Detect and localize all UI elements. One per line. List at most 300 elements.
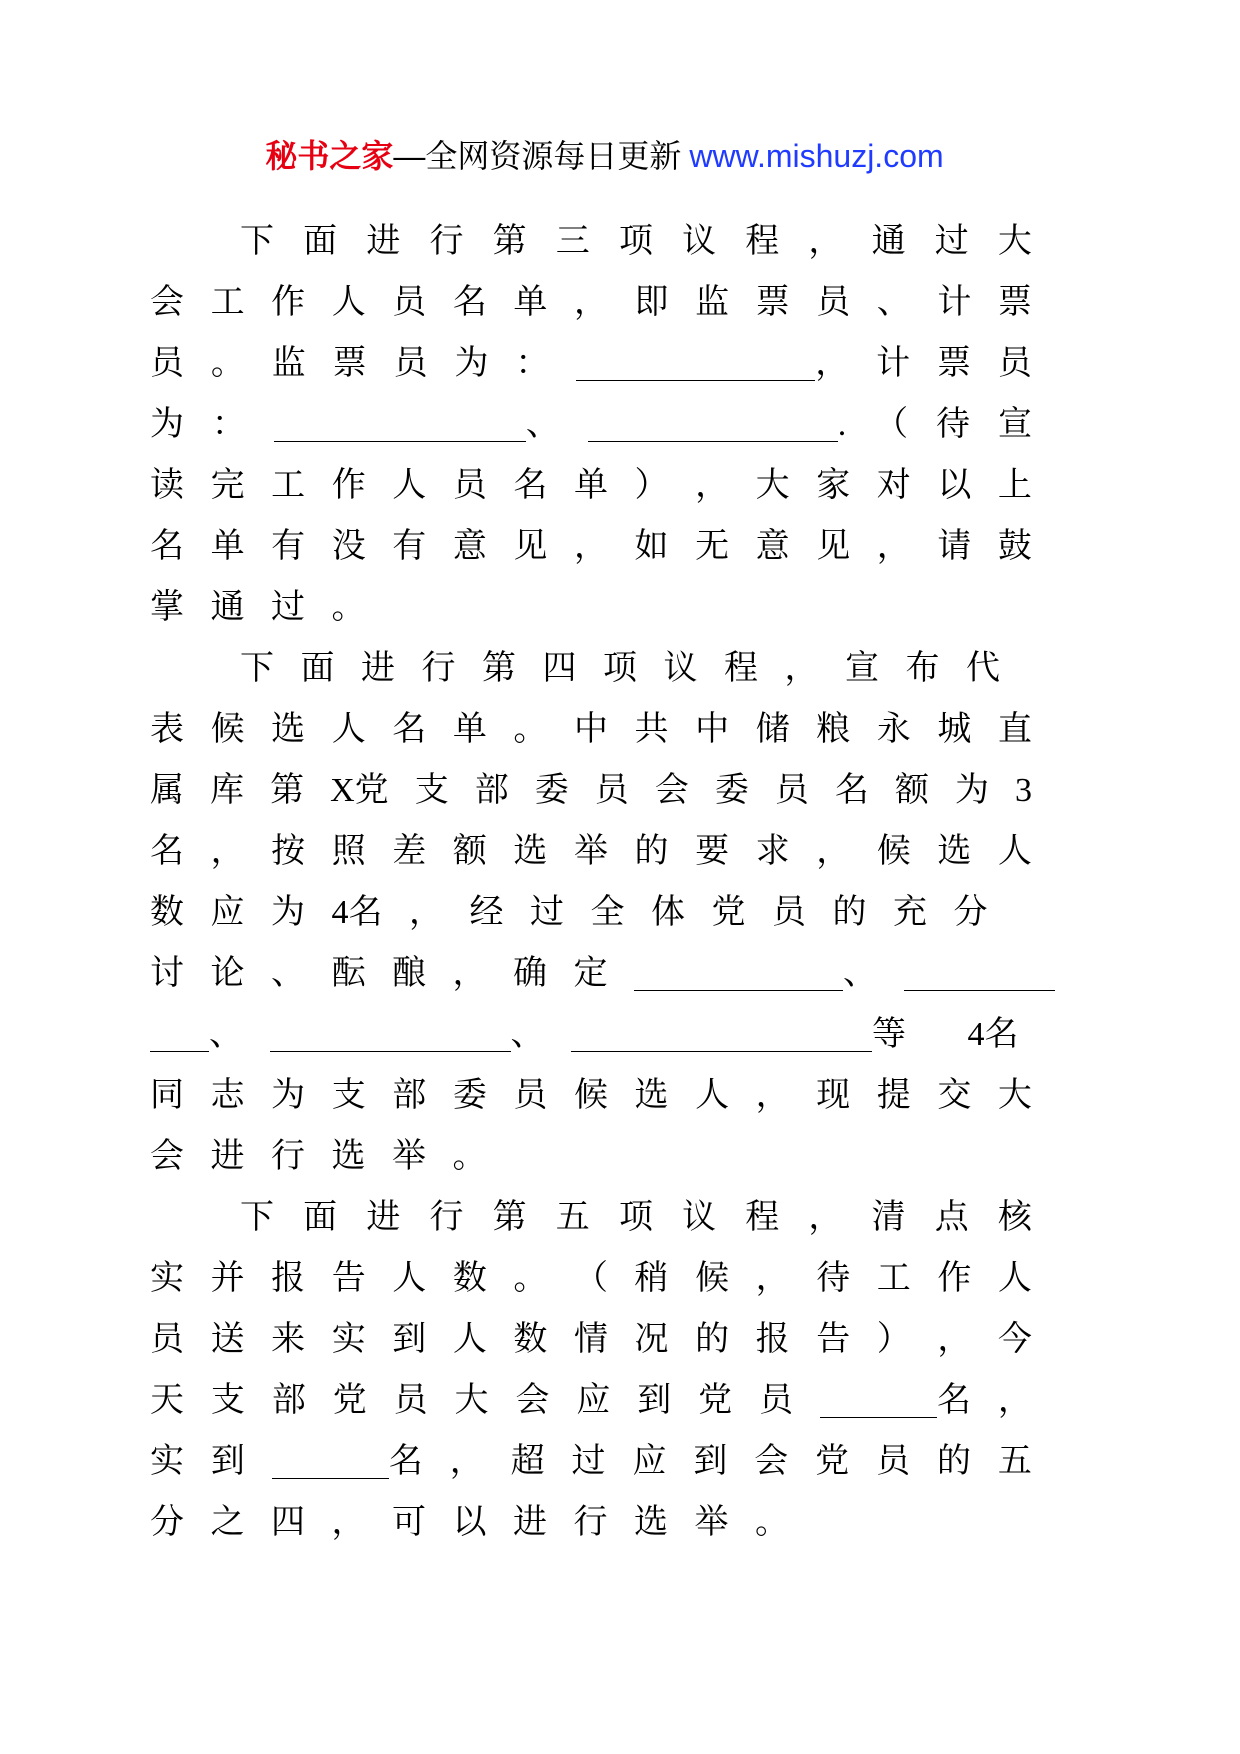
text-char: 下 [240, 1199, 274, 1236]
text-char: 、 [209, 1016, 243, 1053]
text-char: 稍 [634, 1260, 669, 1297]
text-char: 经 [469, 894, 504, 931]
text-char: . [837, 406, 847, 443]
text-char: 议 [682, 223, 717, 260]
text-char: 的 [695, 1321, 730, 1358]
text-char: ， [452, 955, 487, 992]
text-char: 下 [240, 223, 274, 260]
text-char: 进 [210, 1138, 245, 1175]
text-line [150, 883, 1032, 944]
text-char: 分 [953, 894, 988, 931]
text-char: 人 [392, 1260, 427, 1297]
text-char: 告 [331, 1260, 366, 1297]
text-char: 并 [210, 1260, 245, 1297]
text-char: 议 [682, 1199, 717, 1236]
text-char: 名 [150, 833, 184, 870]
text-char: （ [874, 406, 909, 443]
text-char: 单 [573, 467, 608, 504]
text-char: 举 [392, 1138, 426, 1175]
text-char: 员 [759, 1382, 794, 1419]
text-char: ） [876, 1321, 911, 1358]
text-char: 额 [894, 772, 929, 809]
text-char: 酝 [331, 955, 366, 992]
text-char: 面 [300, 650, 335, 687]
text-line [150, 273, 1032, 334]
text-char: ， [573, 528, 608, 565]
text-line [150, 822, 1032, 883]
text-char: 按 [271, 833, 306, 870]
text-char: 天 [150, 1382, 184, 1419]
text-char: 差 [392, 833, 427, 870]
text-char: 况 [634, 1321, 669, 1358]
text-char: 员 [150, 345, 184, 382]
text-char: 鼓 [997, 528, 1032, 565]
text-char: 员 [150, 1321, 184, 1358]
site-header [150, 138, 1059, 174]
paragraph [150, 639, 1032, 1188]
text-char: 大 [997, 1077, 1032, 1114]
text-char: ， [210, 833, 245, 870]
text-char: 名 [834, 772, 869, 809]
text-char: 委 [534, 772, 569, 809]
text-char: 人 [392, 467, 427, 504]
text-char: ， [695, 467, 730, 504]
text-char: 点 [934, 1199, 969, 1236]
text-char: 第 [492, 1199, 527, 1236]
text-char: ， [784, 650, 819, 687]
text-char: 四 [542, 650, 577, 687]
site-tagline: —全网资源每日更新 [393, 138, 682, 174]
text-char: 没 [331, 528, 366, 565]
text-char: 名 [452, 284, 487, 321]
text-char: 候 [210, 711, 245, 748]
blank-with-mark [634, 957, 877, 991]
text-char: 到 [392, 1321, 427, 1358]
blank-with-mark [274, 408, 560, 442]
document-body [150, 212, 1032, 1554]
text-char: 宣 [997, 406, 1032, 443]
fill-in-blank [904, 957, 1055, 991]
text-char: 选 [513, 833, 548, 870]
text-char: 行 [429, 1199, 464, 1236]
text-char: 数 [452, 1260, 487, 1297]
text-char: 核 [997, 1199, 1032, 1236]
text-char: 票 [755, 284, 790, 321]
text-char: 员 [774, 772, 809, 809]
fill-in-blank [270, 1018, 511, 1052]
text-char: 人 [695, 1077, 730, 1114]
text-char: 会 [754, 1443, 789, 1480]
text-char: 过 [530, 894, 564, 931]
text-char: 举 [573, 833, 608, 870]
text-char: 进 [366, 223, 401, 260]
text-line [150, 212, 1032, 273]
text-char: 员 [816, 284, 851, 321]
fill-in-blank [634, 957, 843, 991]
fill-in-blank [274, 408, 526, 442]
text-char: 应 [632, 1443, 667, 1480]
text-char: 面 [303, 223, 338, 260]
blank-with-mark [588, 408, 847, 442]
paragraph [150, 1188, 1032, 1554]
text-char: 到 [637, 1382, 672, 1419]
text-char: ： [211, 406, 246, 443]
blank-with-mark [272, 1445, 423, 1479]
text-char: 实 [150, 1260, 184, 1297]
fill-in-blank [820, 1384, 937, 1418]
text-char: 为 [271, 894, 305, 931]
text-char: 计 [876, 345, 911, 382]
text-char: 支 [210, 1382, 245, 1419]
text-char: 等 [872, 1016, 906, 1053]
text-char: 家 [816, 467, 851, 504]
text-char: 会 [654, 772, 689, 809]
text-char: 实 [150, 1443, 184, 1480]
text-char: ， [997, 1382, 1032, 1419]
text-char: 选 [634, 1504, 668, 1541]
text-char: 求 [755, 833, 790, 870]
text-char: 到 [210, 1443, 245, 1480]
text-char: 作 [331, 467, 366, 504]
text-char: ， [816, 833, 851, 870]
text-char: 单 [513, 284, 548, 321]
text-char: 送 [210, 1321, 245, 1358]
text-char: 员 [513, 1077, 548, 1114]
text-char: 行 [573, 1504, 608, 1541]
text-char: 过 [271, 589, 305, 626]
text-line [150, 1188, 1032, 1249]
text-char: ， [573, 284, 608, 321]
text-line [150, 700, 1032, 761]
text-char: 有 [392, 528, 427, 565]
text-char: ， [449, 1443, 484, 1480]
text-char: 交 [937, 1077, 972, 1114]
text-char: 下 [240, 650, 274, 687]
text-char: 人 [331, 284, 366, 321]
text-char: 过 [934, 223, 969, 260]
text-char: 3 [1015, 772, 1032, 809]
text-char: 支 [331, 1077, 366, 1114]
text-char: 计 [937, 284, 972, 321]
text-char: 程 [745, 1199, 780, 1236]
text-char: 为 [954, 772, 989, 809]
text-char: 。 [331, 589, 366, 626]
text-line [150, 1493, 1032, 1554]
text-char: 委 [714, 772, 749, 809]
text-char: 大 [755, 467, 790, 504]
text-char: 照 [331, 833, 366, 870]
text-char: 人 [452, 1321, 487, 1358]
text-char: 监 [271, 345, 306, 382]
text-line [150, 1066, 1032, 1127]
text-char: 要 [695, 833, 730, 870]
text-line [150, 395, 1032, 456]
text-char: 大 [997, 223, 1032, 260]
text-char: 单 [452, 711, 487, 748]
text-char: 确 [513, 955, 547, 992]
text-char: 见 [816, 528, 851, 565]
text-char: 选 [331, 1138, 366, 1175]
text-char: 待 [936, 406, 971, 443]
text-char: 同 [150, 1077, 184, 1114]
text-char: 全 [590, 894, 625, 931]
blank-with-mark [576, 347, 849, 381]
text-char: 部 [392, 1077, 427, 1114]
text-char: 党 [815, 1443, 850, 1480]
text-char: 员 [392, 284, 427, 321]
text-char: 选 [634, 1077, 669, 1114]
text-line [150, 944, 1032, 1005]
text-char: 行 [271, 1138, 305, 1175]
text-char: 名 [392, 711, 427, 748]
text-char: 作 [937, 1260, 972, 1297]
text-char: ， [815, 345, 850, 382]
text-char: 支 [414, 772, 449, 809]
text-char: 第 [270, 772, 305, 809]
text-char: 项 [603, 650, 637, 687]
text-char: 来 [271, 1321, 306, 1358]
text-char: 工 [271, 467, 306, 504]
text-char: 无 [695, 528, 730, 565]
text-char: 工 [210, 284, 245, 321]
text-char: 工 [876, 1260, 911, 1297]
text-char: 选 [271, 711, 306, 748]
text-char: 、 [271, 955, 305, 992]
text-char: 第 [492, 223, 527, 260]
text-char: 数 [513, 1321, 548, 1358]
text-char: 过 [571, 1443, 606, 1480]
text-char: 储 [755, 711, 790, 748]
text-char: 的 [936, 1443, 971, 1480]
text-char: 对 [876, 467, 911, 504]
blank-with-mark [571, 1018, 906, 1052]
text-char: X党 [330, 772, 389, 809]
text-char: 第 [482, 650, 516, 687]
text-char: 。 [452, 1138, 487, 1175]
text-char: 三 [555, 223, 590, 260]
text-char: 举 [694, 1504, 729, 1541]
text-char: 进 [513, 1504, 547, 1541]
text-line [150, 1432, 1032, 1493]
text-char: 、 [843, 955, 877, 992]
text-char: 五 [997, 1443, 1032, 1480]
text-char: 员 [452, 467, 487, 504]
text-char: 员 [393, 1382, 428, 1419]
fill-in-blank [588, 408, 838, 442]
text-char: （ [573, 1260, 608, 1297]
text-char: 的 [634, 833, 669, 870]
text-char: 程 [724, 650, 758, 687]
text-char: 之 [210, 1504, 245, 1541]
text-char: 应 [576, 1382, 611, 1419]
text-char: 会 [150, 284, 184, 321]
text-char: 分 [150, 1504, 184, 1541]
text-char: 酿 [392, 955, 426, 992]
text-char: 体 [651, 894, 685, 931]
text-char: 。 [210, 345, 245, 382]
text-char: 名 [513, 467, 548, 504]
text-line [150, 1005, 1032, 1066]
text-char: 清 [871, 1199, 906, 1236]
text-char: ， [808, 223, 843, 260]
site-url: www.mishuzj.com [689, 138, 944, 174]
text-line [150, 639, 1032, 700]
text-char: 数 [150, 894, 184, 931]
text-char: 宣 [845, 650, 879, 687]
text-char: 的 [832, 894, 867, 931]
text-char: 今 [997, 1321, 1032, 1358]
text-char: 实 [331, 1321, 366, 1358]
paragraph [150, 212, 1032, 639]
text-line [150, 334, 1032, 395]
text-line [150, 761, 1032, 822]
text-char: 票 [332, 345, 367, 382]
text-char: ， [331, 1504, 366, 1541]
text-char: 员 [772, 894, 806, 931]
text-line [150, 1310, 1032, 1371]
text-char: 见 [513, 528, 548, 565]
text-char: 可 [392, 1504, 426, 1541]
text-char: 意 [452, 528, 487, 565]
text-char: 为 [150, 406, 184, 443]
text-char: 请 [937, 528, 972, 565]
text-char: 部 [474, 772, 509, 809]
text-char: 粮 [816, 711, 851, 748]
text-char: 选 [937, 833, 972, 870]
text-char: 4名 [967, 1016, 1019, 1053]
text-char: 如 [634, 528, 669, 565]
text-char: 待 [816, 1260, 851, 1297]
text-char: 充 [893, 894, 927, 931]
fill-in-blank [272, 1445, 389, 1479]
text-char: 以 [452, 1504, 487, 1541]
blank-with-mark [820, 1384, 971, 1418]
text-char: 告 [816, 1321, 851, 1358]
text-char: 人 [997, 1260, 1032, 1297]
text-char: 读 [150, 467, 184, 504]
text-char: 论 [210, 955, 245, 992]
text-char: 志 [210, 1077, 245, 1114]
text-char: 4名 [331, 894, 383, 931]
text-char: 定 [573, 955, 608, 992]
text-char: 行 [429, 223, 464, 260]
text-char: ， [755, 1077, 790, 1114]
text-char: 名 [150, 528, 184, 565]
text-char: 超 [510, 1443, 545, 1480]
text-line [150, 1371, 1032, 1432]
text-char: 会 [515, 1382, 550, 1419]
text-char: 直 [997, 711, 1032, 748]
text-char: 共 [634, 711, 669, 748]
text-char: 作 [271, 284, 306, 321]
text-char: 情 [573, 1321, 608, 1358]
text-char: ， [808, 1199, 843, 1236]
text-char: 中 [695, 711, 730, 748]
text-char: 党 [332, 1382, 367, 1419]
text-char: 人 [997, 833, 1032, 870]
text-char: ， [755, 1260, 790, 1297]
text-char: 党 [698, 1382, 733, 1419]
text-char: ， [876, 528, 911, 565]
text-char: 员 [393, 345, 428, 382]
text-char: ： [515, 345, 550, 382]
text-char: 员 [997, 345, 1032, 382]
text-char: 会 [150, 1138, 184, 1175]
text-char: 部 [271, 1382, 306, 1419]
text-line [150, 1127, 1032, 1188]
text-char: 进 [366, 1199, 401, 1236]
text-char: 员 [876, 1443, 911, 1480]
text-char: 五 [555, 1199, 590, 1236]
text-char: 中 [573, 711, 608, 748]
blank-with-mark [150, 1018, 243, 1052]
text-char: 有 [271, 528, 306, 565]
text-char: 名 [388, 1443, 423, 1480]
text-char: 、 [510, 1016, 545, 1053]
text-char: 大 [454, 1382, 489, 1419]
text-char: 通 [210, 589, 245, 626]
text-char: 、 [525, 406, 560, 443]
text-char: 布 [905, 650, 940, 687]
text-char: 报 [271, 1260, 306, 1297]
text-char: 名 [936, 1382, 971, 1419]
site-brand: 秘书之家 [265, 138, 394, 174]
text-char: 。 [755, 1504, 789, 1541]
text-char: 报 [755, 1321, 790, 1358]
text-char: 行 [421, 650, 456, 687]
text-char: 党 [711, 894, 746, 931]
text-char: 程 [745, 223, 780, 260]
text-char: 面 [303, 1199, 338, 1236]
text-char: ， [409, 894, 443, 931]
text-char: 属 [150, 772, 184, 809]
text-char: 上 [997, 467, 1032, 504]
text-char: 员 [594, 772, 629, 809]
text-char: 掌 [150, 589, 184, 626]
text-char: 单 [210, 528, 245, 565]
text-char: 讨 [150, 955, 184, 992]
text-char: 为 [271, 1077, 306, 1114]
text-char: 提 [876, 1077, 911, 1114]
text-char: 候 [573, 1077, 608, 1114]
text-char: 、 [876, 284, 911, 321]
text-char: 通 [871, 223, 906, 260]
text-char: 意 [755, 528, 790, 565]
text-char: 额 [452, 833, 487, 870]
text-char: ， [937, 1321, 972, 1358]
text-char: 库 [210, 772, 245, 809]
text-char: 四 [271, 1504, 305, 1541]
text-line [150, 517, 1032, 578]
text-char: 应 [210, 894, 245, 931]
text-char: 以 [937, 467, 972, 504]
text-char: 项 [618, 1199, 653, 1236]
blank-with-mark [270, 1018, 545, 1052]
fill-in-blank [576, 347, 815, 381]
text-char: 议 [663, 650, 698, 687]
text-char: 。 [513, 1260, 548, 1297]
text-char: 代 [966, 650, 1000, 687]
text-char: 候 [695, 1260, 730, 1297]
text-char: 现 [816, 1077, 851, 1114]
text-char: 委 [452, 1077, 487, 1114]
text-line [150, 578, 1032, 639]
text-char: 监 [695, 284, 730, 321]
text-char: 项 [618, 223, 653, 260]
text-char: 表 [150, 711, 184, 748]
text-char: ） [634, 467, 669, 504]
text-char: 即 [634, 284, 669, 321]
